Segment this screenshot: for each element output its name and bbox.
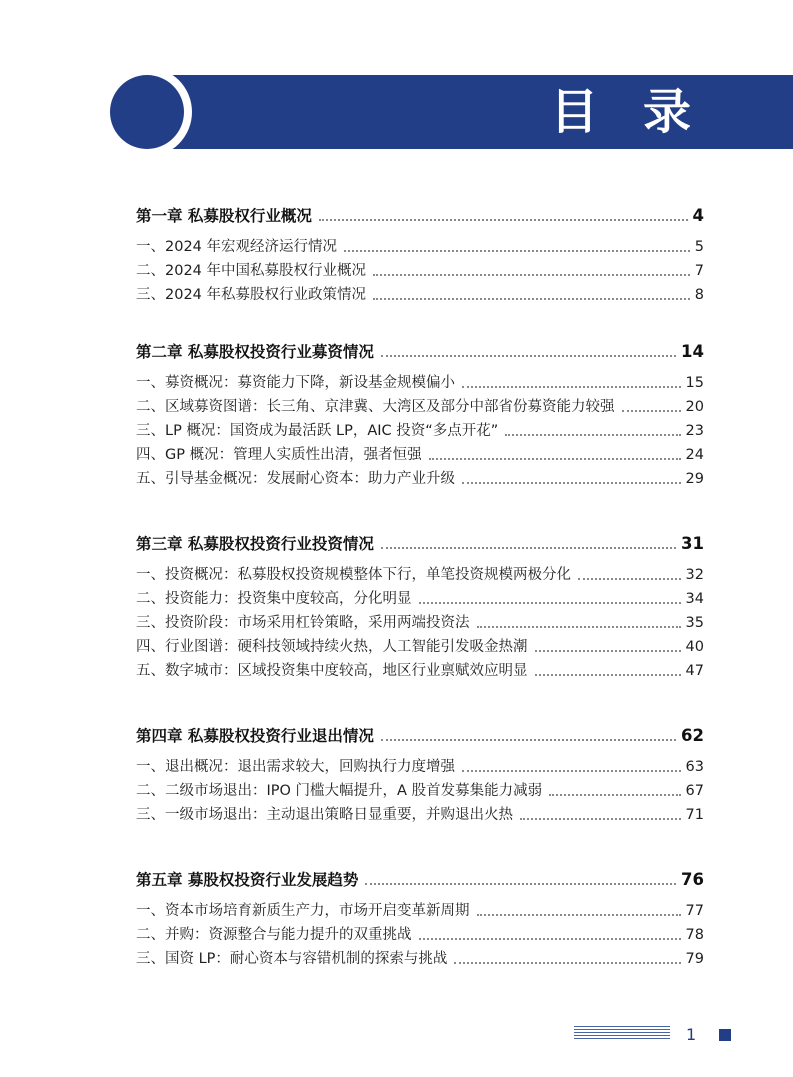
- entry-title: 一、退出概况：退出需求较大，回购执行力度增强: [136, 759, 455, 775]
- chapter-title: 第三章 私募股权投资行业投资情况: [136, 535, 374, 553]
- chapter-title: 第四章 私募股权投资行业退出情况: [136, 727, 374, 745]
- entry-title: 三、LP 概况：国资成为最活跃 LP，AIC 投资“多点开花”: [136, 423, 499, 439]
- entry-page: 47: [685, 663, 704, 679]
- toc-entry[interactable]: [136, 280, 704, 304]
- toc-entry[interactable]: [136, 232, 704, 256]
- entry-page: 35: [685, 615, 704, 631]
- entry-page: 67: [685, 783, 704, 799]
- entry-title: 三、投资阶段：市场采用杠铃策略，采用两端投资法: [136, 615, 470, 631]
- entry-title: 二、并购：资源整合与能力提升的双重挑战: [136, 927, 412, 943]
- entry-page: 15: [685, 375, 704, 391]
- dot-leader: [419, 602, 681, 604]
- chapter-title: 第一章 私募股权行业概况: [136, 207, 312, 225]
- page-number: 1: [686, 1025, 697, 1044]
- toc-chapter-4[interactable]: [136, 721, 704, 745]
- dot-leader: [319, 219, 688, 221]
- toc-entry[interactable]: [136, 920, 704, 944]
- entry-title: 一、募资概况：募资能力下降，新设基金规模偏小: [136, 375, 455, 391]
- toc-entry[interactable]: [136, 944, 704, 968]
- entry-page: 32: [685, 567, 704, 583]
- entry-page: 78: [685, 927, 704, 943]
- entry-page: 29: [685, 471, 704, 487]
- toc-entry[interactable]: [136, 392, 704, 416]
- entry-page: 79: [685, 951, 704, 967]
- toc-entry[interactable]: [136, 416, 704, 440]
- toc-entry[interactable]: [136, 560, 704, 584]
- toc-entry[interactable]: [136, 256, 704, 280]
- toc-entry[interactable]: [136, 752, 704, 776]
- dot-leader: [462, 770, 681, 772]
- chapter-page: 4: [692, 206, 704, 225]
- dot-leader: [344, 250, 690, 252]
- toc-entry[interactable]: [136, 608, 704, 632]
- dot-leader: [462, 386, 681, 388]
- dot-leader: [535, 674, 681, 676]
- entry-title: 一、资本市场培育新质生产力，市场开启变革新周期: [136, 903, 470, 919]
- toc-entry[interactable]: [136, 464, 704, 488]
- entry-page: 20: [685, 399, 704, 415]
- entry-title: 三、国资 LP：耐心资本与容错机制的探索与挑战: [136, 951, 448, 967]
- dot-leader: [477, 626, 681, 628]
- entry-title: 五、数字城市：区域投资集中度较高，地区行业禀赋效应明显: [136, 663, 528, 679]
- entry-page: 24: [685, 447, 704, 463]
- chapter-page: 62: [681, 726, 704, 745]
- chapter-page: 31: [681, 534, 704, 553]
- entry-title: 二、2024 年中国私募股权行业概况: [136, 263, 367, 279]
- title-banner: [143, 75, 793, 149]
- toc-chapter-3[interactable]: [136, 529, 704, 553]
- entry-title: 四、GP 概况：管理人实质性出清，强者恒强: [136, 447, 422, 463]
- toc-chapter-2[interactable]: [136, 337, 704, 361]
- entry-page: 77: [685, 903, 704, 919]
- dot-leader: [462, 482, 681, 484]
- dot-leader: [622, 410, 681, 412]
- dot-leader: [549, 794, 680, 796]
- toc-entry[interactable]: [136, 368, 704, 392]
- dot-leader: [477, 914, 681, 916]
- dot-leader: [578, 578, 681, 580]
- entry-title: 二、投资能力：投资集中度较高，分化明显: [136, 591, 412, 607]
- dot-leader: [419, 938, 681, 940]
- dot-leader: [365, 883, 676, 885]
- toc-entry[interactable]: [136, 656, 704, 680]
- chapter-page: 76: [681, 870, 704, 889]
- chapter-page: 14: [681, 342, 704, 361]
- dot-leader: [454, 962, 680, 964]
- footer-square-decoration: [719, 1029, 731, 1041]
- dot-leader: [381, 547, 676, 549]
- chapter-title: 第二章 私募股权投资行业募资情况: [136, 343, 374, 361]
- toc-entry[interactable]: [136, 632, 704, 656]
- page-title: 目 录: [550, 84, 705, 140]
- dot-leader: [373, 298, 690, 300]
- dot-leader: [381, 739, 676, 741]
- entry-title: 二、二级市场退出：IPO 门槛大幅提升，A 股首发募集能力减弱: [136, 783, 543, 799]
- dot-leader: [373, 274, 690, 276]
- entry-title: 一、投资概况：私募股权投资规模整体下行，单笔投资规模两极分化: [136, 567, 571, 583]
- toc-entry[interactable]: [136, 584, 704, 608]
- dot-leader: [429, 458, 681, 460]
- dot-leader: [381, 355, 676, 357]
- toc-chapter-5[interactable]: [136, 865, 704, 889]
- entry-page: 40: [685, 639, 704, 655]
- entry-title: 四、行业图谱：硬科技领域持续火热，人工智能引发吸金热潮: [136, 639, 528, 655]
- toc-entry[interactable]: [136, 896, 704, 920]
- entry-page: 8: [694, 287, 704, 303]
- toc-entry[interactable]: [136, 776, 704, 800]
- entry-title: 三、一级市场退出：主动退出策略日显重要，并购退出火热: [136, 807, 513, 823]
- footer-lines-decoration: [574, 1026, 670, 1042]
- entry-page: 71: [685, 807, 704, 823]
- entry-page: 5: [694, 239, 704, 255]
- dot-leader: [535, 650, 681, 652]
- toc-entry[interactable]: [136, 800, 704, 824]
- chapter-title: 第五章 募股权投资行业发展趋势: [136, 871, 359, 889]
- entry-title: 二、区域募资图谱：长三角、京津冀、大湾区及部分中部省份募资能力较强: [136, 399, 615, 415]
- dot-leader: [505, 434, 680, 436]
- entry-page: 34: [685, 591, 704, 607]
- entry-page: 63: [685, 759, 704, 775]
- entry-page: 7: [694, 263, 704, 279]
- entry-title: 五、引导基金概况：发展耐心资本：助力产业升级: [136, 471, 455, 487]
- circle-decoration: [110, 75, 184, 149]
- toc-entry[interactable]: [136, 440, 704, 464]
- entry-title: 三、2024 年私募股权行业政策情况: [136, 287, 367, 303]
- entry-page: 23: [685, 423, 704, 439]
- entry-title: 一、2024 年宏观经济运行情况: [136, 239, 338, 255]
- toc-chapter-1[interactable]: [136, 201, 704, 225]
- dot-leader: [520, 818, 681, 820]
